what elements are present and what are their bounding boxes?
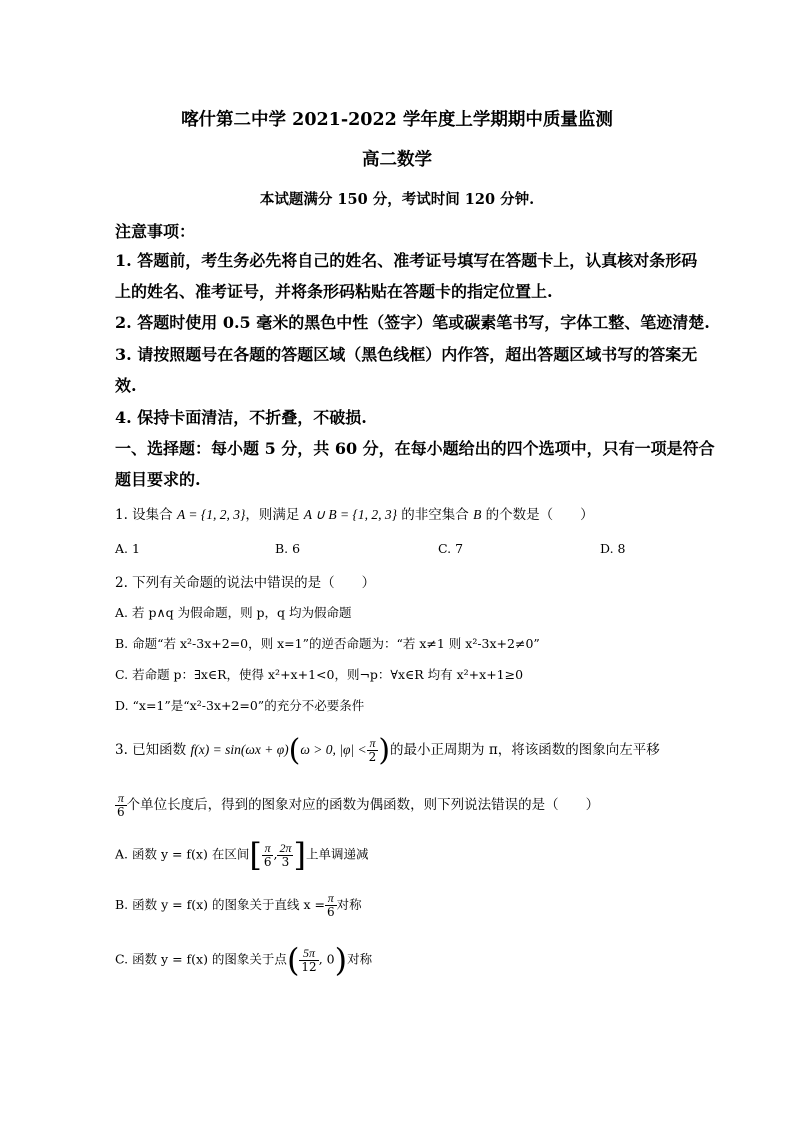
question-3-stem [115, 733, 660, 768]
frac-den: 6 [326, 905, 335, 919]
q1-set-a: A = {1, 2, 3} [176, 507, 246, 522]
q3-condition: ω > 0, |φ| < [300, 742, 367, 757]
q1-text: 的非空集合 [396, 507, 474, 523]
notice-heading: 注意事项： [115, 222, 196, 241]
comma: , [273, 846, 278, 862]
q3-option-c [115, 941, 372, 979]
frac-den: 6 [117, 805, 125, 819]
frac-num: 5π [299, 947, 318, 961]
notice-line: 4. 保持卡面清洁，不折叠，不破损. [115, 408, 367, 427]
frac-num: π [367, 737, 379, 751]
q3b-text: B. 函数 y = f(x) 的图象关于直线 x = [115, 897, 325, 912]
fraction [115, 792, 127, 819]
q3c-text: 对称 [347, 951, 373, 967]
notice-line: 上的姓名、准考证号，并将条形码粘贴在答题卡的指定位置上. [115, 282, 553, 301]
notice-line: 1. 答题前，考生务必先将自己的姓名、准考证号填写在答题卡上，认真核对条形码 [115, 251, 698, 270]
q3a-text: 上单调递减 [305, 846, 369, 862]
exam-title: 喀什第二中学 2021-2022 学年度上学期期中质量监测 [181, 110, 613, 130]
q1-option-b: B. 6 [275, 541, 301, 556]
q1-option-a: A. 1 [115, 541, 140, 556]
section-heading-cont: 题目要求的. [115, 470, 201, 489]
q1-union: A ∪ B = {1, 2, 3} [303, 507, 397, 522]
question-3-stem-cont [115, 792, 599, 819]
exam-info: 本试题满分 150 分，考试时间 120 分钟. [259, 191, 535, 208]
fraction [262, 842, 274, 869]
q2-option-b: B. 命题“若 x²-3x+2=0，则 x=1”的逆否命题为：“若 x≠1 则 x²-3x+2≠0” [115, 636, 540, 651]
q3-option-a [115, 836, 368, 874]
q1-text: ，则满足 [245, 507, 304, 523]
frac-den: 12 [301, 959, 317, 974]
q3a-text: A. 函数 y = f(x) 在区间 [115, 846, 250, 862]
fraction [299, 947, 318, 974]
frac-den: 2 [368, 750, 377, 764]
exam-subtitle: 高二数学 [362, 150, 432, 170]
section-heading: 一、选择题：每小题 5 分，共 60 分，在每小题给出的四个选项中，只有一项是符合 [115, 439, 715, 458]
paren-left: ( [288, 733, 301, 768]
q2-option-a: A. 若 p∧q 为假命题，则 p，q 均为假命题 [115, 605, 352, 620]
q3c-text: , 0 [318, 951, 335, 967]
bracket-left: [ [249, 836, 262, 874]
q1-text: 的个数是（ ） [481, 507, 594, 523]
paren-left: ( [286, 941, 300, 979]
q1-text: 1. 设集合 [115, 507, 177, 523]
fraction [277, 842, 293, 869]
q3-option-b [115, 892, 362, 919]
bracket-right: ] [293, 836, 306, 874]
q3-function: f(x) = sin(ωx + φ) [190, 742, 289, 757]
notice-line: 3. 请按照题号在各题的答题区域（黑色线框）内作答，超出答题区域书写的答案无 [115, 345, 698, 364]
notice-line: 2. 答题时使用 0.5 毫米的黑色中性（签字）笔或碳素笔书写，字体工整、笔迹清楚. [115, 313, 710, 332]
paren-right: ) [334, 941, 348, 979]
q3-text: 3. 已知函数 [115, 742, 191, 758]
q1-set-b: B [473, 507, 482, 522]
question-1-stem [115, 503, 594, 523]
fraction [325, 892, 337, 919]
q3-text: 个单位长度后，得到的图象对应的函数为偶函数，则下列说法错误的是（ ） [126, 797, 600, 813]
q3b-text: 对称 [336, 897, 362, 912]
q3c-text: C. 函数 y = f(x) 的图象关于点 [115, 951, 287, 967]
frac-den: 3 [281, 854, 290, 869]
frac-num: 2π [279, 840, 292, 855]
q1-option-c: C. 7 [438, 541, 464, 556]
notice-line: 效. [115, 376, 137, 395]
frac-den: 6 [263, 854, 272, 869]
q1-option-d: D. 8 [600, 541, 626, 556]
q2-option-d: D. “x=1”是“x²-3x+2=0”的充分不必要条件 [115, 698, 365, 713]
frac-num: π [325, 892, 337, 906]
fraction [367, 737, 379, 764]
q3-text: 的最小正周期为 π，将该函数的图象向左平移 [390, 742, 660, 758]
paren-right: ) [378, 733, 391, 768]
frac-num: π [262, 842, 274, 856]
question-2-stem: 2. 下列有关命题的说法中错误的是（ ） [115, 575, 376, 591]
frac-num: π [115, 792, 127, 806]
q2-option-c: C. 若命题 p：∃x∈R，使得 x²+x+1<0，则¬p：∀x∈R 均有 x²+x+1≥0 [115, 667, 524, 682]
